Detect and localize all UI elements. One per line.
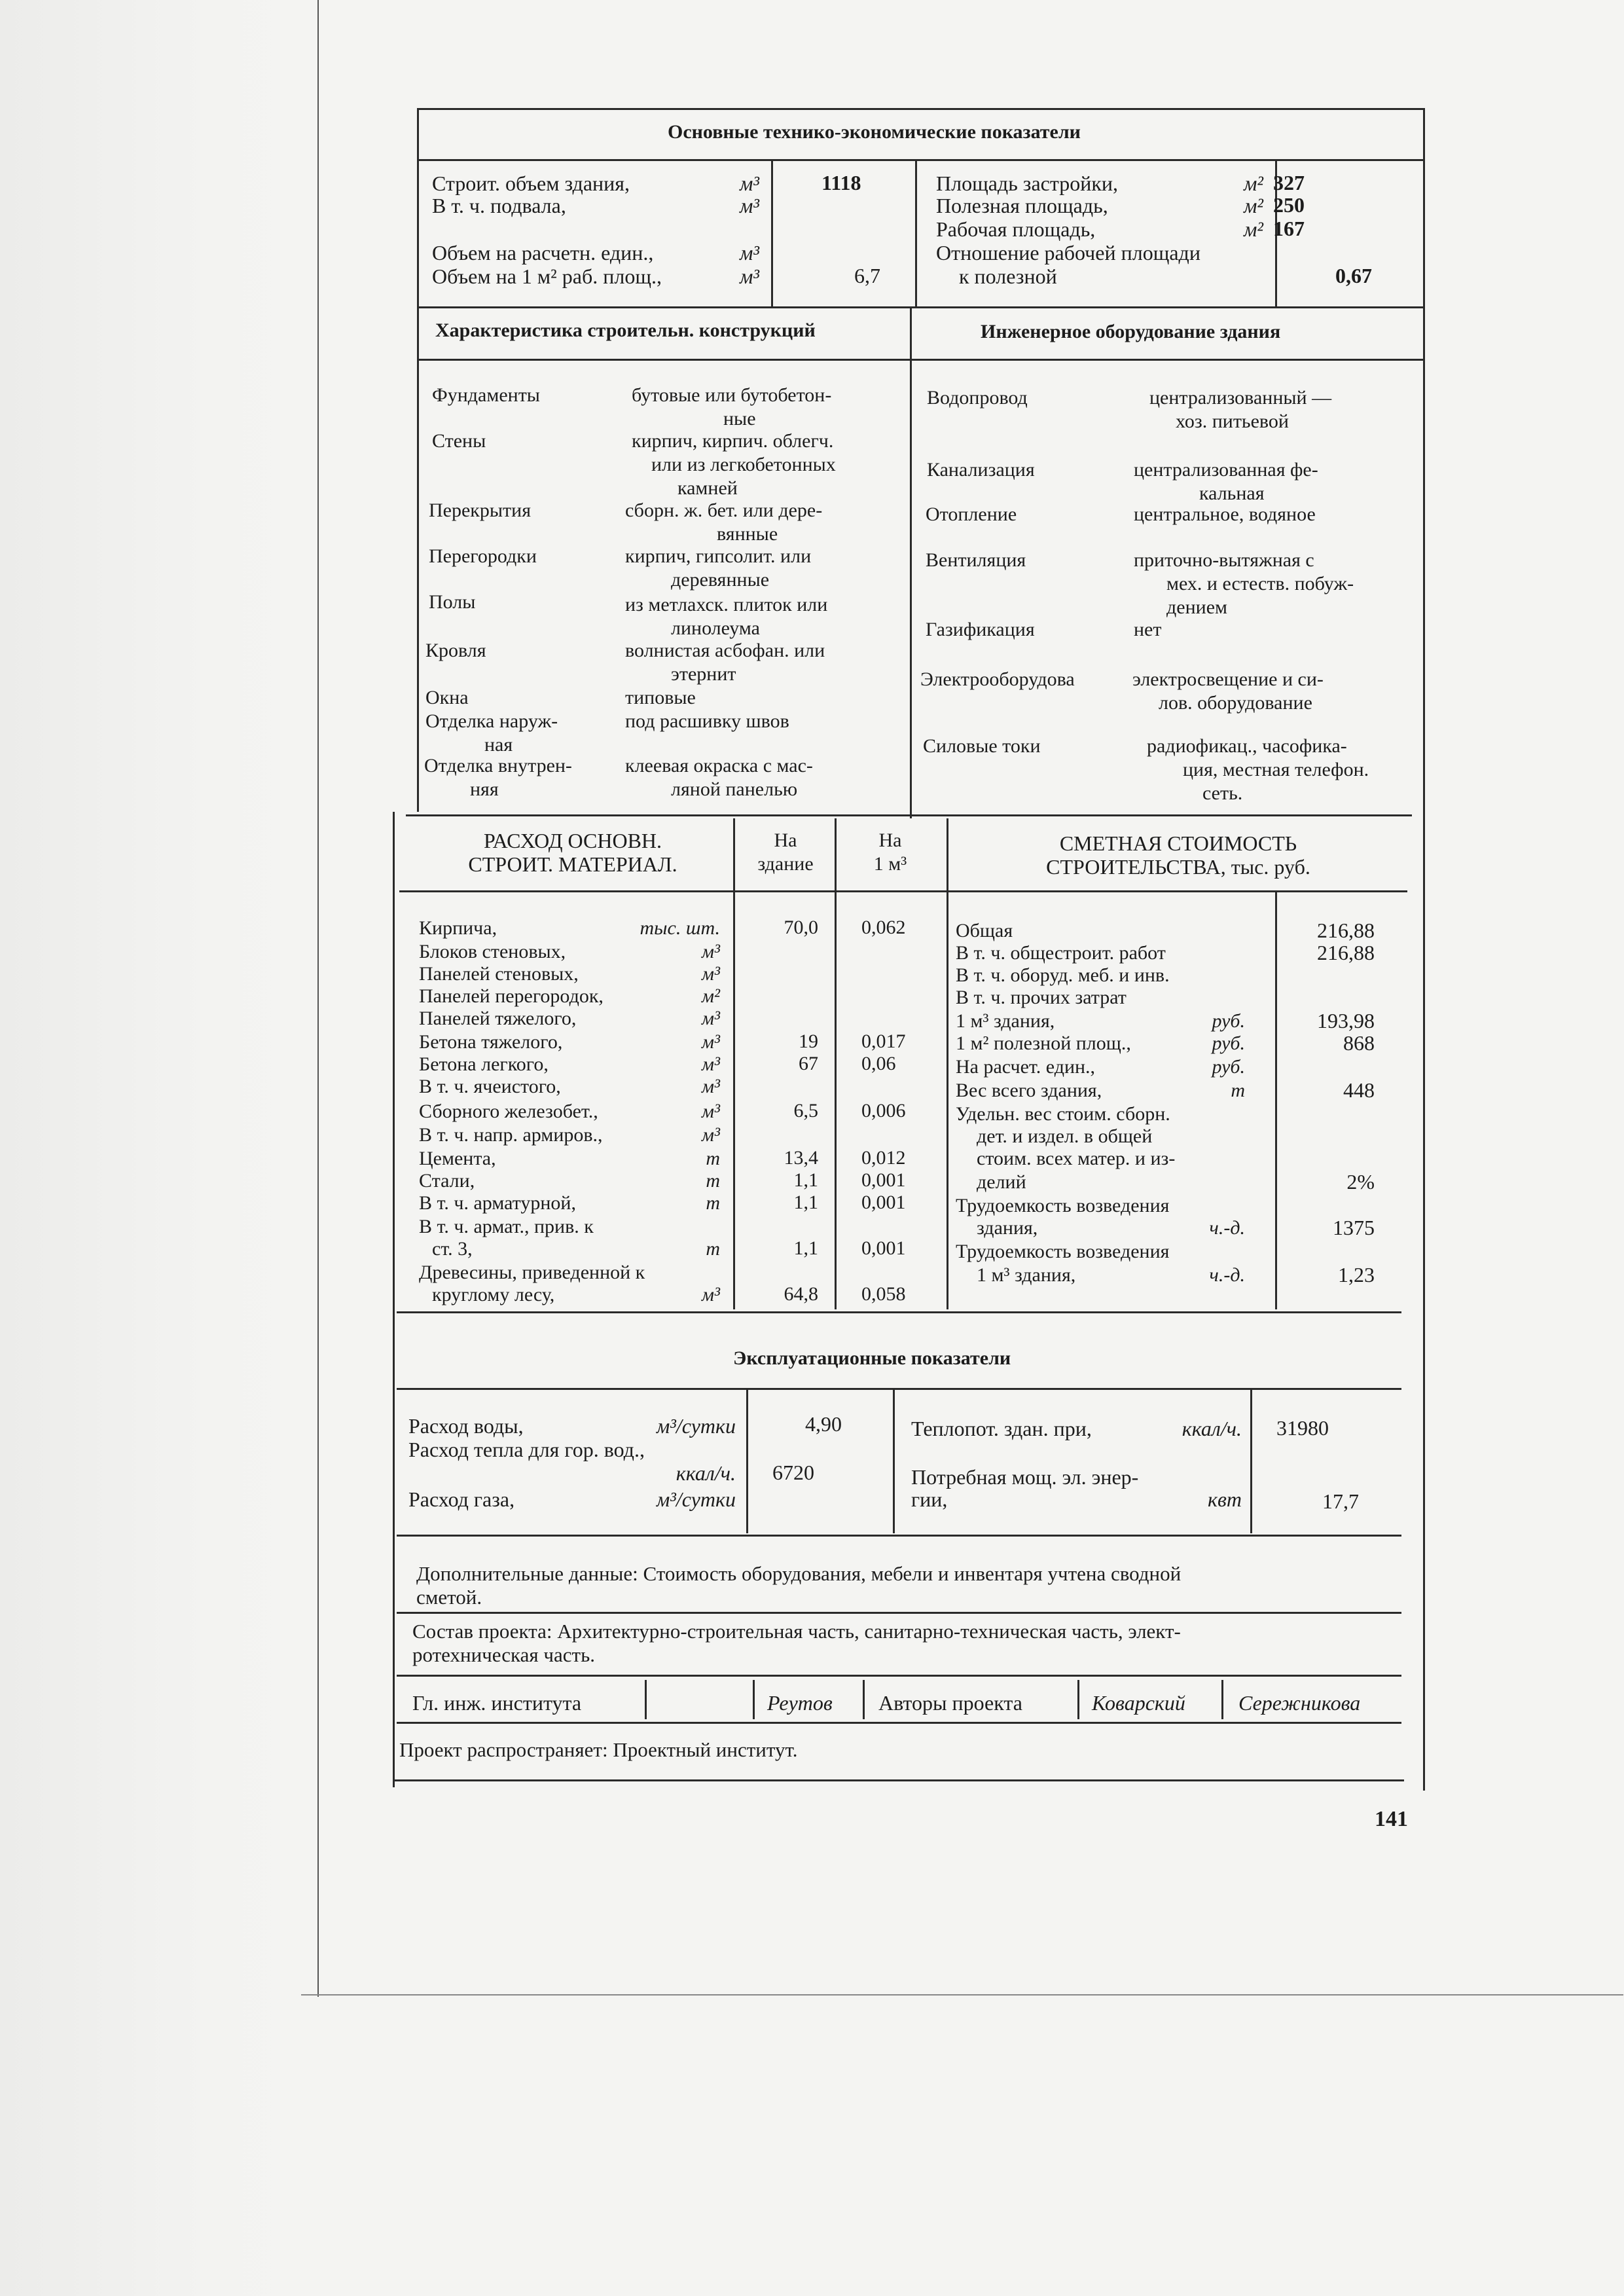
material-row — [419, 1100, 720, 1123]
engineering-name: Водопровод — [927, 387, 1028, 409]
engineering-desc: централизованный — хоз. питьевой — [1149, 387, 1332, 432]
construction-name: Полы — [429, 591, 476, 613]
constructions-header-rule — [419, 359, 1425, 361]
material-value-building: 1,1 — [793, 1169, 818, 1191]
material-label: Панелей перегородок, — [419, 985, 604, 1007]
materials-col-building: На здание — [757, 829, 814, 875]
construction-desc: из метлахск. плиток или линолеума — [625, 594, 828, 639]
tep-volume-per-m2-value: 6,7 — [854, 264, 880, 287]
material-unit: тыс. шт. — [640, 917, 720, 939]
tep-left-row: Объем на 1 м² раб. площ., м³ — [432, 264, 759, 288]
signature-rule — [397, 1722, 1401, 1724]
materials-col-m3: На 1 м³ — [873, 829, 907, 875]
material-row — [419, 940, 720, 964]
tep-right-value: 327 — [1273, 171, 1305, 194]
engineering-name: Отопление — [926, 503, 1017, 525]
material-label: Стали, — [419, 1170, 475, 1192]
construction-desc: кирпич, гипсолит. или деревянные — [625, 545, 812, 591]
cost-value: 1375 — [1333, 1216, 1375, 1239]
cost-label: Трудоемкость возведения — [956, 1241, 1170, 1262]
frame-top — [419, 108, 1425, 110]
heat-value: 6720 — [772, 1461, 814, 1484]
construction-name: Отделка внутрен- няя — [424, 755, 572, 800]
material-value-m3: 0,006 — [861, 1100, 906, 1121]
material-unit: м³ — [701, 1101, 720, 1122]
cost-row — [956, 1010, 1245, 1033]
construction-desc: типовые — [625, 687, 696, 708]
cost-value: 193,98 — [1317, 1009, 1375, 1032]
title-rule — [419, 159, 1425, 161]
materials-header: РАСХОД ОСНОВН. СТРОИТ. МАТЕРИАЛ. — [468, 829, 677, 876]
project-distributor: Проект распространяет: Проектный институт. — [399, 1738, 798, 1761]
exploitation-left-row: Расход воды, м³/сутки — [408, 1414, 736, 1438]
engineering-desc: нет — [1134, 619, 1162, 640]
cost-label: Общая — [956, 920, 1013, 941]
material-label: Панелей тяжелого, — [419, 1008, 577, 1029]
tep-right-row: Отношение рабочей площади — [936, 241, 1200, 264]
tep-right-row: Рабочая площадь, м² — [936, 217, 1263, 241]
signature-divider — [1077, 1680, 1079, 1719]
material-unit: м³ — [701, 1031, 720, 1053]
material-unit: м³ — [701, 1076, 720, 1097]
material-label: В т. ч. арматурной, — [419, 1192, 576, 1214]
composition-rule — [397, 1675, 1401, 1677]
construction-desc: кирпич, кирпич. облегч. или из легкобетонных камней — [632, 430, 836, 499]
engineering-name: Газификация — [926, 619, 1035, 640]
material-value-building: 1,1 — [793, 1192, 818, 1213]
construction-desc: под расшивку швов — [625, 710, 789, 732]
construction-name: Окна — [425, 687, 469, 708]
construction-desc: клеевая окраска с мас- ляной панелью — [625, 755, 813, 800]
tep-right-value: 0,67 — [1335, 264, 1372, 287]
material-label: Цемента, — [419, 1148, 496, 1169]
tep-left-row: Объем на расчетн. един., м³ — [432, 241, 759, 264]
material-row — [419, 1192, 720, 1215]
material-label: В т. ч. армат., прив. к — [419, 1216, 594, 1237]
material-unit: т — [706, 1238, 720, 1260]
cost-unit: ч.-д. — [1209, 1264, 1245, 1286]
material-unit: т — [706, 1148, 720, 1169]
material-row — [419, 1169, 720, 1193]
material-row — [432, 1283, 720, 1307]
cost-label: дет. и издел. в общей — [977, 1125, 1153, 1147]
material-unit: т — [706, 1170, 720, 1192]
signature-divider — [1221, 1680, 1223, 1719]
exploitation-left-row: ккал/ч. — [676, 1461, 736, 1485]
construction-name: Перегородки — [429, 545, 537, 567]
cost-value: 2% — [1346, 1170, 1375, 1194]
cost-unit: руб. — [1212, 1056, 1245, 1078]
cost-row — [977, 1125, 1245, 1148]
cost-row — [956, 1055, 1245, 1079]
material-value-building: 67 — [799, 1053, 818, 1074]
material-row — [419, 1007, 720, 1030]
cost-label: Удельн. вес стоим. сборн. — [956, 1103, 1170, 1125]
signature-divider — [753, 1680, 755, 1719]
material-value-building: 19 — [799, 1030, 818, 1052]
cost-unit: руб. — [1212, 1010, 1245, 1032]
material-unit: м³ — [701, 963, 720, 985]
material-row — [419, 1215, 720, 1239]
material-label: Панелей стеновых, — [419, 963, 579, 985]
material-value-m3: 0,06 — [861, 1053, 896, 1074]
material-label: В т. ч. напр. армиров., — [419, 1124, 603, 1146]
signature-divider — [863, 1680, 865, 1719]
material-row — [419, 962, 720, 986]
signature-divider — [645, 1680, 647, 1719]
cost-label: 1 м² полезной площ., — [956, 1032, 1131, 1054]
construction-desc: бутовые или бутобетон- ные — [632, 384, 832, 429]
materials-header-rule — [399, 890, 1407, 892]
exploitation-left-row: Расход газа, м³/сутки — [408, 1487, 736, 1511]
cost-row — [956, 986, 1245, 1010]
tep-divider-1 — [771, 161, 773, 306]
exploitation-right-row: Теплопот. здан. при, ккал/ч. — [911, 1417, 1242, 1440]
cost-value: 216,88 — [1317, 919, 1375, 942]
material-unit: м³ — [701, 941, 720, 962]
material-value-building: 6,5 — [793, 1100, 818, 1121]
exploitation-right-row: гии, квт — [911, 1487, 1242, 1511]
construction-name: Перекрытия — [429, 500, 531, 521]
cost-divider — [1275, 892, 1277, 1309]
cost-row — [977, 1171, 1245, 1194]
exploitation-bottom-rule — [397, 1535, 1401, 1537]
material-row — [419, 1053, 720, 1076]
cost-row — [956, 1079, 1245, 1102]
material-row — [419, 917, 720, 940]
cost-label: На расчет. един., — [956, 1056, 1096, 1078]
cost-label: В т. ч. прочих затрат — [956, 987, 1127, 1008]
material-unit: м³ — [701, 1124, 720, 1146]
construction-name: Фундаменты — [432, 384, 540, 406]
cost-unit: руб. — [1212, 1032, 1245, 1054]
tep-volume-value: 1118 — [821, 171, 861, 194]
page-number: 141 — [1375, 1807, 1408, 1831]
material-row — [419, 1030, 720, 1054]
material-row — [419, 1147, 720, 1171]
material-unit: м³ — [701, 1008, 720, 1029]
tep-right-value: 167 — [1273, 217, 1305, 240]
tep-left-row: В т. ч. подвала, м³ — [432, 194, 759, 217]
construction-desc: сборн. ж. бет. или дере- вянные — [625, 500, 823, 545]
engineering-desc: централизованная фе- кальная — [1134, 459, 1318, 504]
material-row — [419, 1075, 720, 1099]
exploitation-divider-2 — [893, 1389, 895, 1533]
cost-row — [956, 1102, 1245, 1126]
cost-row — [977, 1147, 1245, 1171]
cost-label: делий — [977, 1171, 1026, 1193]
material-row — [432, 1237, 720, 1261]
main-title: Основные технико-экономические показатели — [668, 121, 1081, 143]
tep-right-row: Полезная площадь, м² — [936, 194, 1263, 217]
cost-unit: ч.-д. — [1209, 1217, 1245, 1239]
material-label: В т. ч. ячеистого, — [419, 1076, 561, 1097]
engineering-name: Силовые токи — [923, 735, 1041, 757]
frame-bottom — [393, 1779, 1404, 1781]
cost-label: Трудоемкость возведения — [956, 1195, 1170, 1216]
material-unit: м³ — [701, 1053, 720, 1075]
material-value-m3: 0,017 — [861, 1030, 906, 1052]
material-value-m3: 0,001 — [861, 1192, 906, 1213]
material-row — [419, 985, 720, 1008]
tep-right-row: к полезной — [959, 264, 1057, 288]
chief-engineer-name: Реутов — [767, 1691, 833, 1715]
material-value-m3: 0,062 — [861, 917, 906, 938]
material-value-m3: 0,001 — [861, 1169, 906, 1191]
material-row — [419, 1123, 720, 1147]
material-value-m3: 0,058 — [861, 1283, 906, 1305]
exploitation-left-row: Расход тепла для гор. вод., — [408, 1438, 645, 1461]
cost-row — [956, 1240, 1245, 1264]
engineering-desc: электросвещение и си- лов. оборудование — [1132, 668, 1324, 714]
cost-label: 1 м³ здания, — [977, 1264, 1076, 1286]
cost-label: 1 м³ здания, — [956, 1010, 1055, 1032]
engineering-desc: центральное, водяное — [1134, 503, 1316, 525]
authors-label: Авторы проекта — [878, 1691, 1022, 1715]
material-unit: м³ — [701, 1284, 720, 1305]
construction-name: Отделка наруж- ная — [425, 710, 558, 756]
cost-unit: т — [1231, 1080, 1245, 1101]
constructions-bottom-rule — [406, 814, 1412, 816]
construction-name: Кровля — [425, 640, 486, 661]
cost-value: 448 — [1343, 1078, 1375, 1102]
cost-row — [977, 1264, 1245, 1287]
cost-row — [956, 1194, 1245, 1218]
material-label: Древесины, приведенной к — [419, 1262, 645, 1283]
exploitation-divider-1 — [746, 1389, 748, 1533]
exploitation-header: Эксплуатационные показатели — [733, 1347, 1011, 1369]
material-unit: м² — [701, 985, 720, 1007]
material-label: Сборного железобет., — [419, 1101, 598, 1122]
cost-label: В т. ч. общестроит. работ — [956, 942, 1166, 964]
cost-row — [956, 1032, 1245, 1055]
engineering-name: Канализация — [927, 459, 1035, 481]
construction-desc: волнистая асбофан. или этернит — [625, 640, 825, 685]
material-value-building: 1,1 — [793, 1237, 818, 1259]
materials-bottom-rule — [397, 1311, 1401, 1313]
engineering-header: Инженерное оборудование здания — [981, 321, 1281, 342]
tep-right-value: 250 — [1273, 193, 1305, 217]
chief-engineer-label: Гл. инж. института — [412, 1691, 582, 1715]
material-label: Бетона легкого, — [419, 1053, 549, 1075]
additional-data: Дополнительные данные: Стоимость оборудования, мебели и инвентаря учтена сводной сметой. — [416, 1562, 1182, 1609]
cost-value: 868 — [1343, 1031, 1375, 1055]
material-label: Бетона тяжелого, — [419, 1031, 563, 1053]
engineering-desc: радиофикац., часофика- ция, местная телефон. сеть. — [1147, 735, 1369, 804]
construction-name: Стены — [432, 430, 486, 452]
cost-label: стоим. всех матер. и из- — [977, 1148, 1176, 1169]
material-label: ст. 3, — [432, 1238, 473, 1260]
frame-left — [417, 108, 419, 812]
tep-right-row: Площадь застройки, м² — [936, 172, 1263, 195]
tep-divider-2 — [915, 161, 917, 306]
cost-label: Вес всего здания, — [956, 1080, 1102, 1101]
cost-value: 216,88 — [1317, 941, 1375, 964]
additional-rule — [397, 1612, 1401, 1614]
material-label: Блоков стеновых, — [419, 941, 566, 962]
author-name: Коварский — [1092, 1691, 1185, 1715]
author-name: Сережникова — [1238, 1691, 1361, 1715]
constructions-divider — [910, 308, 912, 818]
tep-left-row: Строит. объем здания, м³ — [432, 172, 759, 195]
material-value-building: 13,4 — [784, 1147, 818, 1169]
cost-row — [956, 941, 1245, 965]
cost-row — [977, 1216, 1245, 1240]
material-label: круглому лесу, — [432, 1284, 555, 1305]
water-value: 4,90 — [805, 1412, 842, 1436]
constructions-header: Характеристика строительн. конструкций — [435, 319, 816, 341]
exploitation-divider-3 — [1250, 1389, 1252, 1533]
material-value-building: 64,8 — [784, 1283, 818, 1305]
frame-left-lower — [393, 812, 395, 1787]
engineering-name: Электрооборудова — [920, 668, 1075, 690]
cost-value: 1,23 — [1338, 1263, 1375, 1286]
cost-label: здания, — [977, 1217, 1038, 1239]
exploitation-right-row: Потребная мощ. эл. энер- — [911, 1465, 1139, 1489]
material-unit: т — [706, 1192, 720, 1214]
cost-header: СМЕТНАЯ СТОИМОСТЬ СТРОИТЕЛЬСТВА, тыс. руб. — [1046, 831, 1310, 879]
project-composition: Состав проекта: Архитектурно-строительная часть, санитарно-техническая часть, элект- ротехническая часть. — [412, 1620, 1181, 1666]
material-label: Кирпича, — [419, 917, 497, 939]
cost-row — [956, 919, 1245, 943]
cost-row — [956, 964, 1245, 987]
engineering-name: Вентиляция — [926, 549, 1026, 571]
engineering-desc: приточно-вытяжная с мех. и естеств. побуж- дением — [1134, 549, 1354, 618]
material-row — [419, 1261, 720, 1285]
heatloss-value: 31980 — [1276, 1416, 1329, 1440]
tep-bottom-rule — [419, 306, 1425, 308]
material-value-m3: 0,001 — [861, 1237, 906, 1259]
material-value-building: 70,0 — [784, 917, 818, 938]
cost-label: В т. ч. оборуд. меб. и инв. — [956, 964, 1170, 986]
material-value-m3: 0,012 — [861, 1147, 906, 1169]
power-value: 17,7 — [1322, 1489, 1359, 1513]
